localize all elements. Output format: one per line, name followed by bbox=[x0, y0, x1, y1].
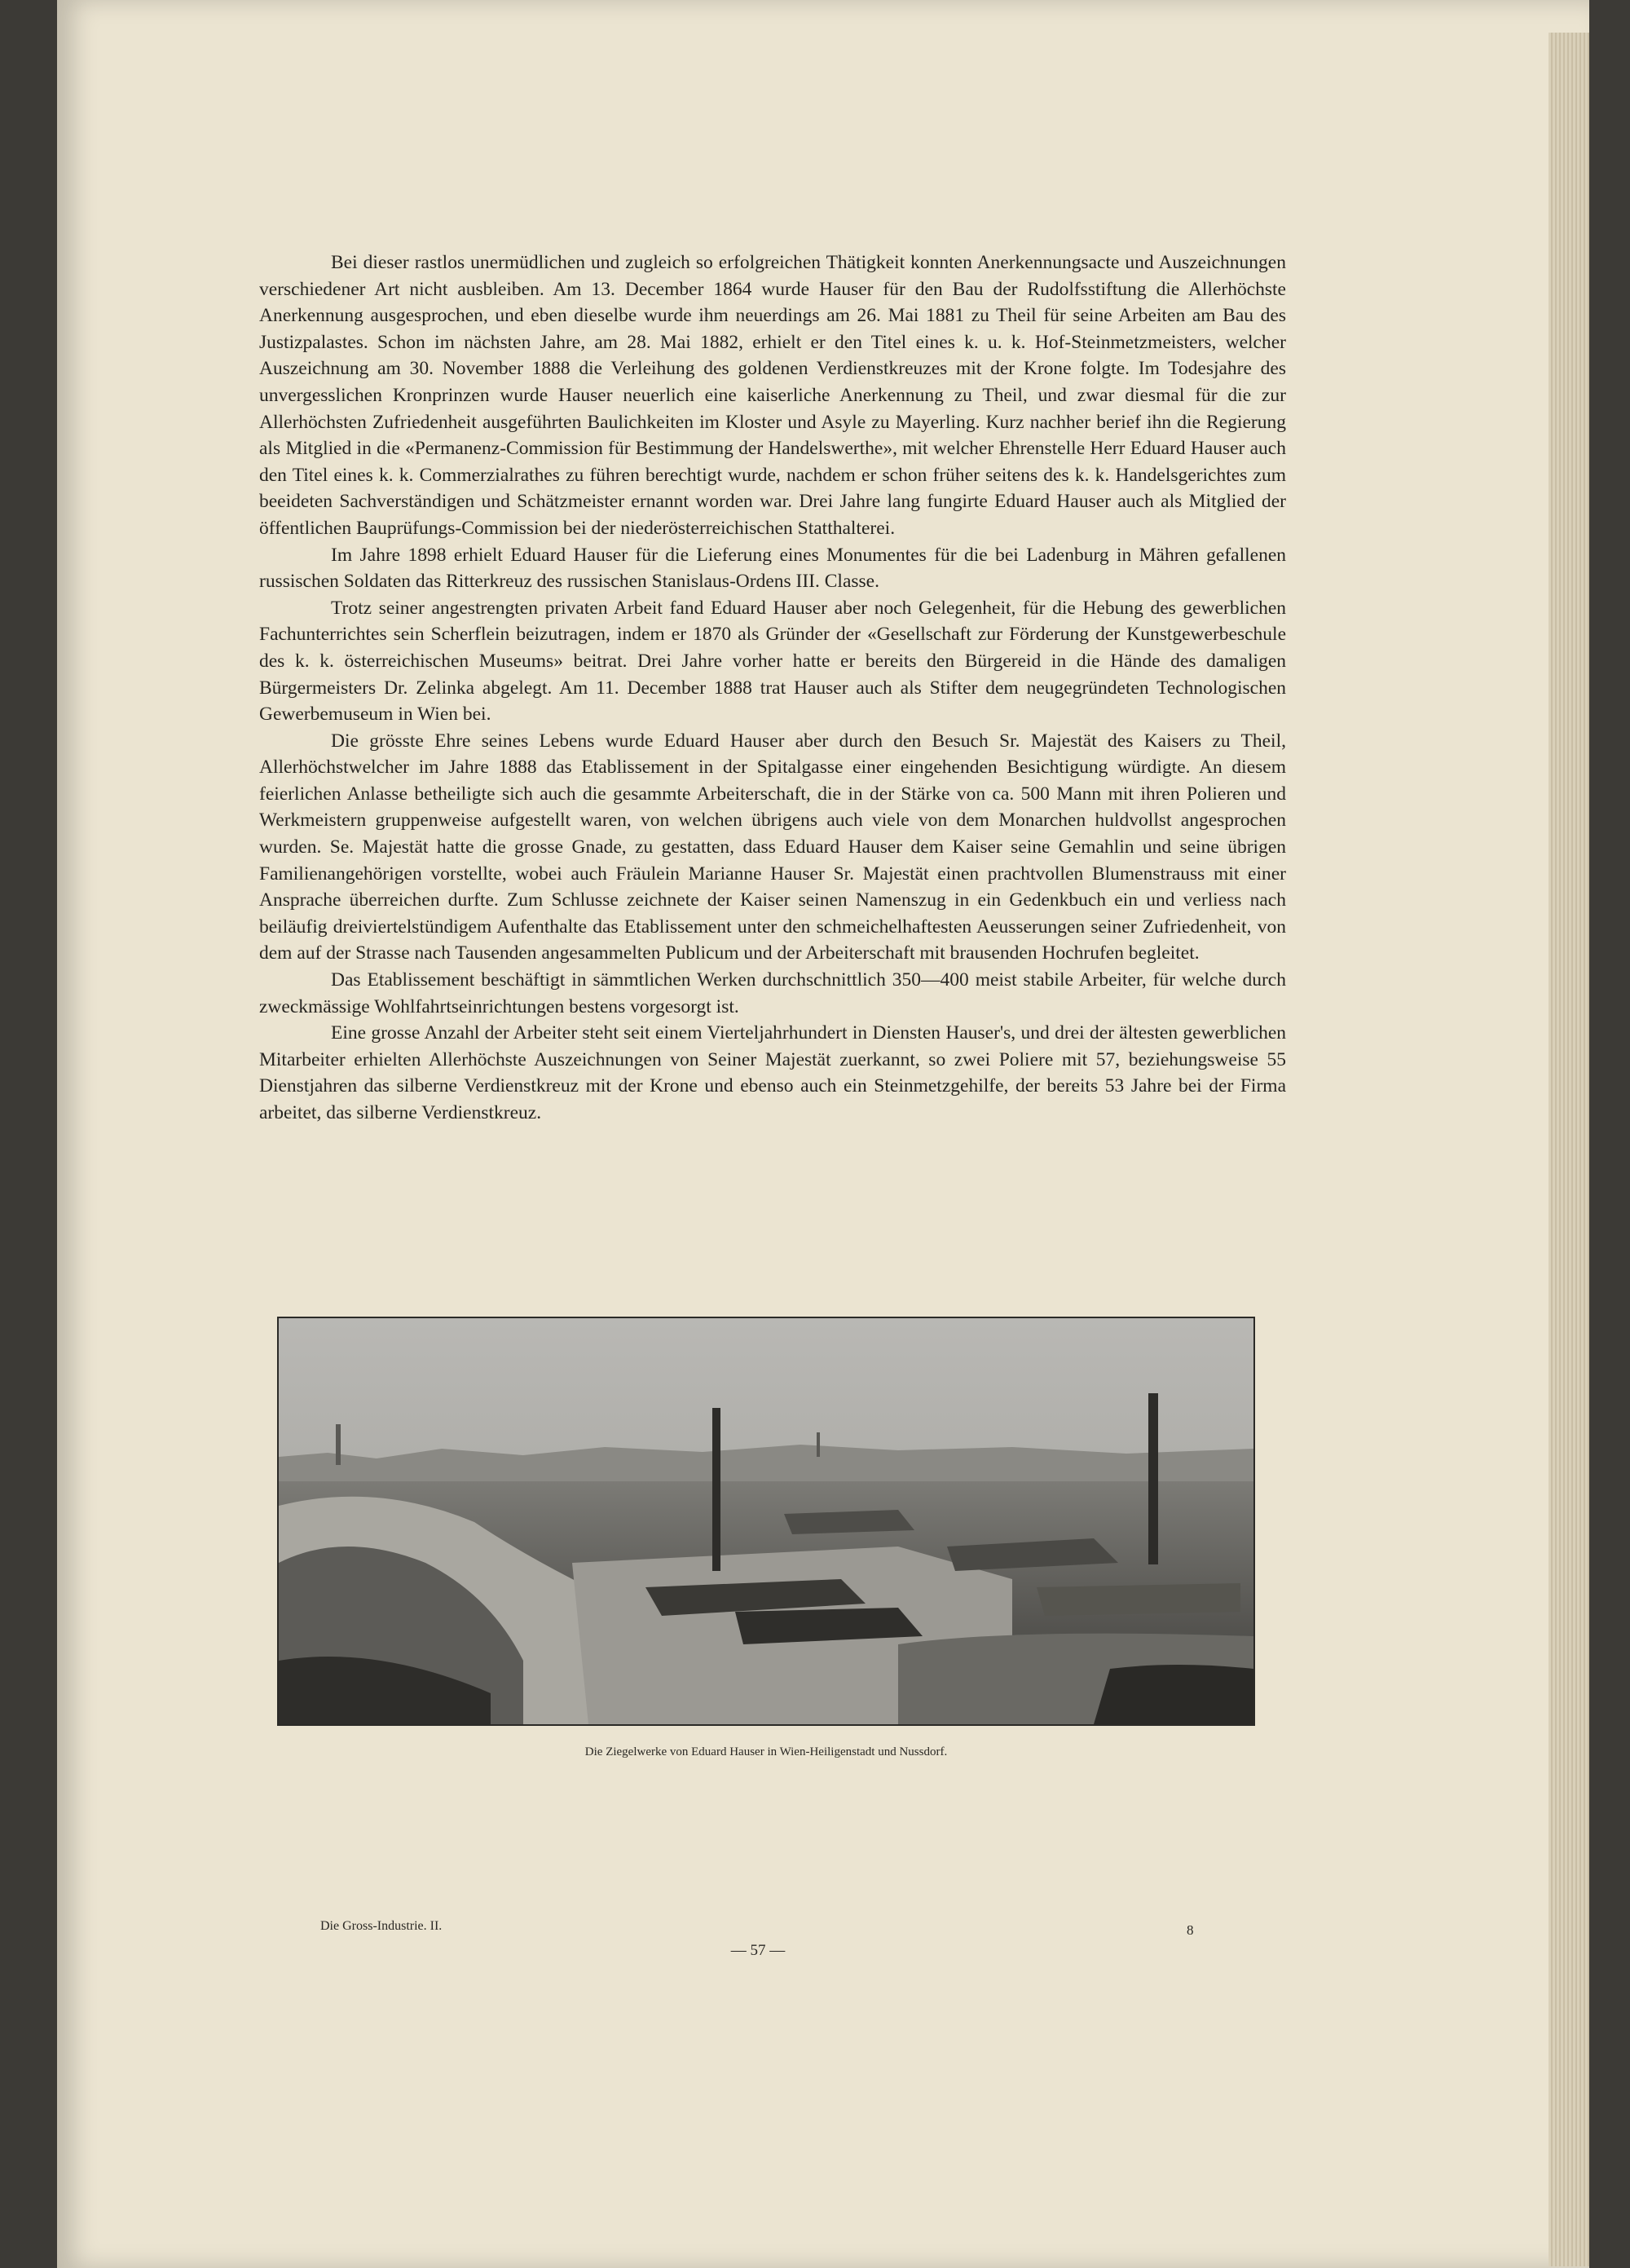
paragraph: Bei dieser rastlos unermüdlichen und zugleich so erfolgreichen Thätigkeit konnten Anerkennungsacte und Auszeichnungen verschiedener Art nicht ausbleiben. Am 13. December 1864 wurde Hauser für den Bau der Rudolfsstiftung die Allerhöchste Anerkennung ausgesprochen, und eben dieselbe wurde ihm neuerdings am 26. Mai 1881 zu Theil für seine Arbeiten am Bau des Justizpalastes. Schon im nächsten Jahre, am 28. Mai 1882, erhielt er den Titel eines k. u. k. Hof-Steinmetzmeisters, welcher Auszeichnung am 30. November 1888 die Verleihung des goldenen Verdienstkreuzes mit der Krone folgte. Im Todesjahre des unvergesslichen Kronprinzen wurde Hauser neuerlich eine kaiserliche Anerkennung zu Theil, und zwar diesmal für die zur Allerhöchsten Zufriedenheit ausgeführten Baulichkeiten im Kloster und Asyle zu Mayerling. Kurz nachher berief ihn die Regierung als Mitglied in die «Permanenz-Commission für Bestimmung der Handelswerthe», mit welcher Ehrenstelle Herr Eduard Hauser auch den Titel eines k. k. Commerzialrathes zu führen berechtigt wurde, nachdem er schon früher seitens des k. k. Handelsgerichtes zum beeideten Sachverständigen und Schätzmeister ernannt worden war. Drei Jahre lang fungirte Eduard Hauser auch als Mitglied der öffentlichen Bauprüfungs-Commission bei der niederösterreichischen Statthalterei. bbox=[259, 252, 1286, 539]
page-edges bbox=[1548, 33, 1589, 2266]
paragraph: Im Jahre 1898 erhielt Eduard Hauser für die Lieferung eines Monumentes für die bei Ladenburg in Mähren gefallenen russischen Soldaten das Ritterkreuz des russischen Stanislaus-Ordens III. Classe. bbox=[259, 544, 1286, 593]
paragraph: Trotz seiner angestrengten privaten Arbeit fand Eduard Hauser aber noch Gelegenheit, für die Hebung des gewerblichen Fachunterrichtes sein Scherflein beizutragen, indem er 1870 als Gründer der «Gesellschaft zur Förderung der Kunstgewerbeschule des k. k. österreichischen Museums» beitrat. Drei Jahre vorher hatte er bereits den Bürgereid in die Hände des damaligen Bürgermeisters Dr. Zelinka abgelegt. Am 11. December 1888 trat Hauser auch als Stifter dem neugegründeten Technologischen Gewerbemuseum in Wien bei. bbox=[259, 597, 1286, 726]
figure-caption: Die Ziegelwerke von Eduard Hauser in Wien-Heiligenstadt und Nussdorf. bbox=[584, 1745, 948, 1758]
factory-photograph bbox=[277, 1317, 1255, 1726]
brickworks-photo bbox=[279, 1318, 1253, 1724]
paragraph: Das Etablissement beschäftigt in sämmtlichen Werken durchschnittlich 350—400 meist stabile Arbeiter, für welche durch zweckmässige Wohlfahrtseinrichtungen bestens vorgesorgt ist. bbox=[259, 969, 1286, 1017]
signature-line: Die Gross-Industrie. II. bbox=[320, 1919, 443, 1933]
body-text bbox=[259, 249, 1286, 1127]
page-number: — 57 — bbox=[730, 1942, 786, 1959]
paragraph: Die grösste Ehre seines Lebens wurde Eduard Hauser aber durch den Besuch Sr. Majestät des Kaisers zu Theil, Allerhöchstwelcher im Jahre 1888 das Etablissement in der Spitalgasse einer eingehenden Besichtigung würdigte. An diesem feierlichen Anlasse betheiligte sich auch die gesammte Arbeiterschaft, die in der Stärke von ca. 500 Mann mit ihren Polieren und Werkmeistern gruppenweise aufgestellt waren, von welchen übrigens auch viele von dem Monarchen huldvollst angesprochen wurden. Se. Majestät hatte die grosse Gnade, zu gestatten, dass Eduard Hauser dem Kaiser seine Gemahlin und seine übrigen Familienangehörigen vorstellte, wobei auch Fräulein Marianne Hauser Sr. Majestät einen prachtvollen Blumenstrauss mit einer Ansprache überreichen durfte. Zum Schlusse zeichnete der Kaiser seinen Namenszug in ein Gedenkbuch ein und verliess nach beiläufig dreiviertelstündigem Aufenthalte das Etablissement unter den schmeichelhaftesten Aeusserungen seiner Zufriedenheit, von dem auf der Strasse nach Tausenden angesammelten Publicum und der Arbeiterschaft mit brausenden Hochrufen begleitet. bbox=[259, 730, 1286, 964]
paragraph: Eine grosse Anzahl der Arbeiter steht seit einem Vierteljahrhundert in Diensten Hauser's, und drei der ältesten gewerblichen Mitarbeiter erhielten Allerhöchste Auszeichnungen von Seiner Majestät zuerkannt, so zwei Poliere mit 57, beziehungsweise 55 Dienstjahren das silberne Verdienstkreuz mit der Krone und ebenso auch ein Steinmetzgehilfe, der bereits 53 Jahre bei der Firma arbeitet, das silberne Verdienstkreuz. bbox=[259, 1022, 1286, 1123]
sheet-signature: 8 bbox=[1187, 1922, 1194, 1938]
